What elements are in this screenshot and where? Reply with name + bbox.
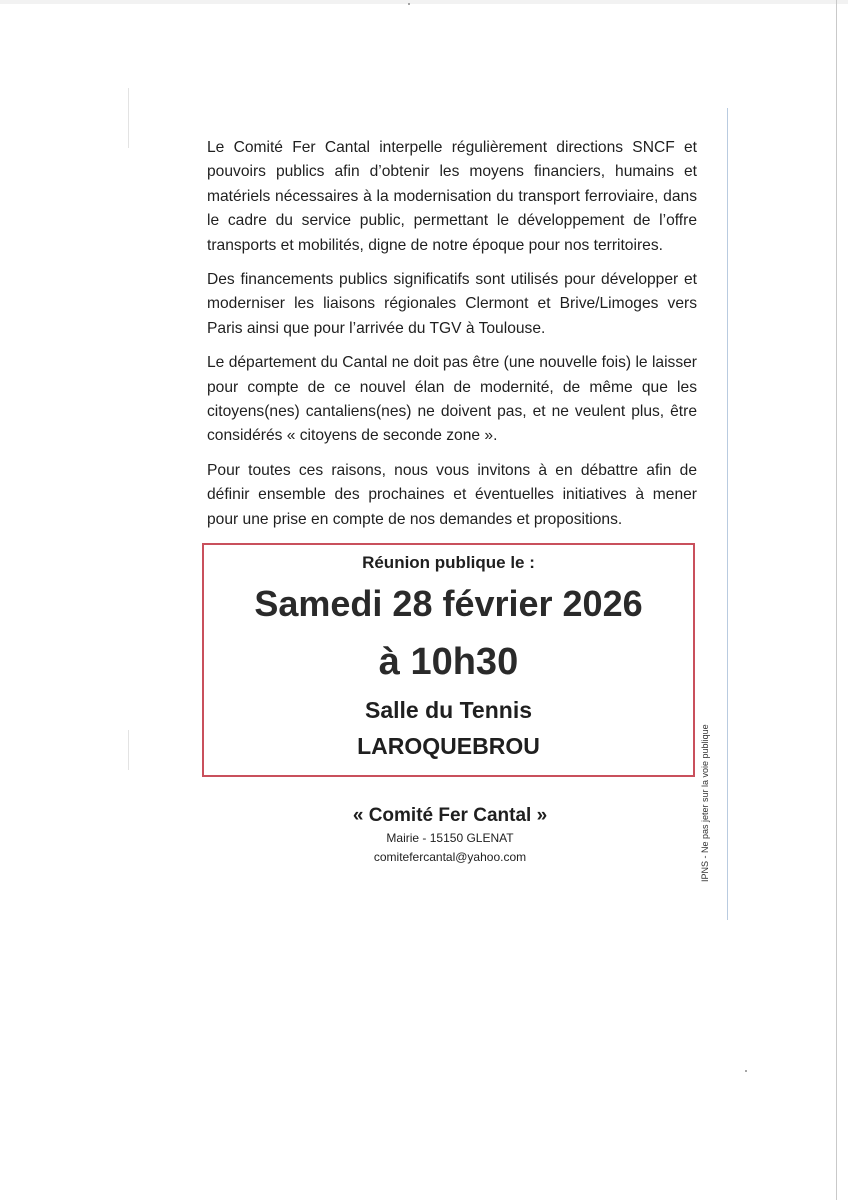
scan-speck: [745, 1070, 747, 1072]
body-text: [207, 136, 697, 542]
event-intro: Réunion publique le :: [362, 553, 535, 572]
scan-artifact-line: [128, 88, 129, 148]
ipns-side-note: IPNS - Ne pas jeter sur la voie publique: [700, 724, 710, 882]
event-box: [202, 543, 695, 777]
scan-speck: [408, 3, 410, 5]
footer: [200, 803, 700, 867]
paragraph-1: Le Comité Fer Cantal interpelle régulièrement directions SNCF et pouvoirs publics afin d’obtenir les moyens financiers, humains et matériels nécessaires à la modernisation du transport ferroviaire, dans le cadre du service public, permettant le développement de l’offre transports et mobilités, digne de notre époque pour nos territoires.: [207, 139, 697, 254]
event-town: LAROQUEBROU: [357, 733, 540, 759]
paragraph-2: Des financements publics significatifs sont utilisés pour développer et moderniser les liaisons régionales Clermont et Brive/Limoges vers Paris ainsi que pour l’arrivée du TGV à Toulouse.: [207, 271, 697, 337]
scan-right-edge: [836, 0, 837, 1200]
paragraph-3: Le département du Cantal ne doit pas être (une nouvelle fois) le laisser pour compte de ce nouvel élan de modernité, de même que les citoyens(nes) cantaliens(nes) ne doivent pas, et ne veulent plus, être considérés « citoyens de seconde zone ».: [207, 354, 697, 445]
footer-organization: « Comité Fer Cantal »: [352, 805, 548, 826]
footer-email: comitefercantal@yahoo.com: [373, 850, 527, 864]
paragraph-4: Pour toutes ces raisons, nous vous invitons à en débattre afin de définir ensemble des prochaines et éventuelles initiatives à mener pour une prise en compte de nos demandes et propositions.: [207, 461, 697, 528]
scan-artifact-line: [727, 108, 728, 920]
event-time: à 10h30: [378, 641, 519, 683]
event-venue: Salle du Tennis: [365, 697, 532, 723]
event-date: Samedi 28 février 2026: [254, 583, 643, 624]
scan-artifact-line: [128, 730, 129, 770]
scan-top-edge: [0, 0, 848, 4]
footer-address: Mairie - 15150 GLENAT: [386, 831, 514, 845]
